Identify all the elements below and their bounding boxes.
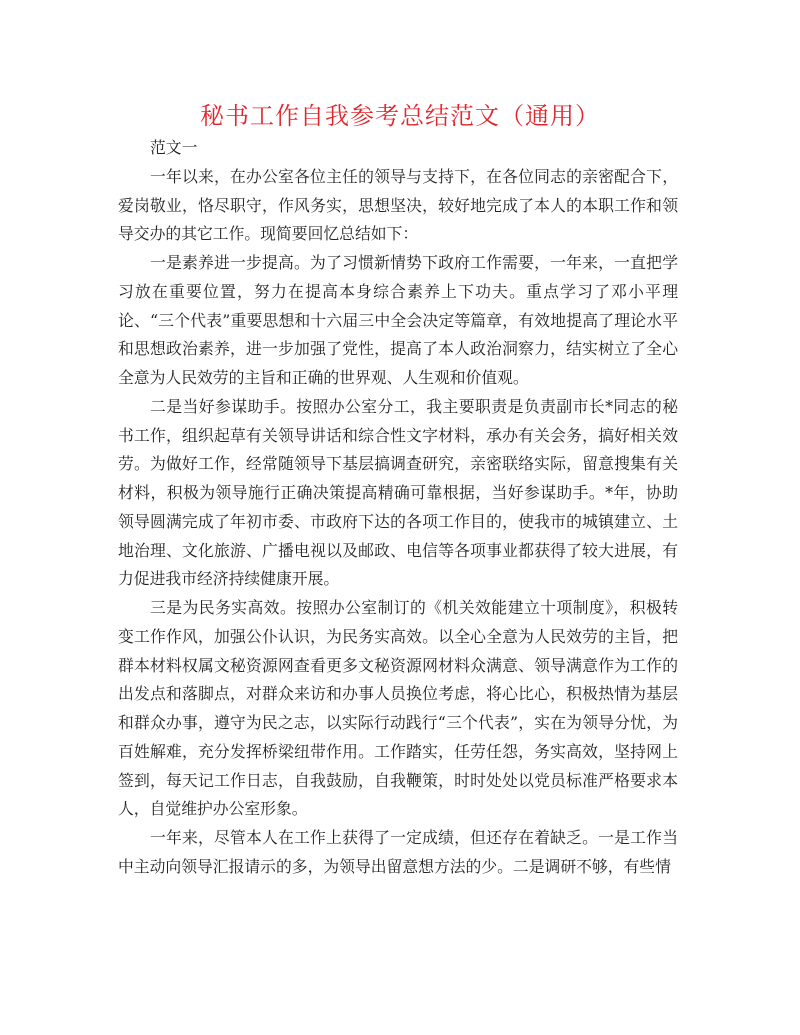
document-title: 秘书工作自我参考总结范文（通用） (200, 102, 600, 130)
document-body (118, 134, 678, 882)
paragraph-service: 三是为民务实高效。按照办公室制订的《机关效能建立十项制度》，积极转变工作作风，加强公仆认识，为民务实高效。以全心全意为人民效劳的主旨，把群本材料权属文秘资源网查看更多文秘资源网材料众满意、领导满意作为工作的出发点和落脚点，对群众来访和办事人员换位考虑，将心比心，积极热情为基层和群众办事，遵守为民之志，以实际行动践行“三个代表”，实在为领导分忧，为百姓解难，充分发挥桥梁纽带作用。工作踏实，任劳任怨，务实高效，坚持网上签到，每天记工作日志，自我鼓励，自我鞭策，时时处处以党员标准严格要求本人，自觉维护办公室形象。 (118, 598, 678, 819)
paragraph-quality: 一是素养进一步提高。为了习惯新情势下政府工作需要，一年来，一直把学习放在重要位置，努力在提高本身综合素养上下功夫。重点学习了邓小平理论、“三个代表”重要思想和十六届三中全会决定等篇章，有效地提高了理论水平和思想政治素养，进一步加强了党性，提高了本人政治洞察力，结实树立了全心全意为人民效劳的主旨和正确的世界观、人生观和价值观。 (118, 253, 678, 387)
paragraph-intro: 一年以来，在办公室各位主任的领导与支持下，在各位同志的亲密配合下，爱岗敬业，恪尽职守，作风务实，思想坚决，较好地完成了本人的本职工作和领导交办的其它工作。现简要回忆总结如下： (118, 166, 678, 244)
paragraph-advisor: 二是当好参谋助手。按照办公室分工，我主要职责是负责副市长*同志的秘书工作，组织起草有关领导讲话和综合性文字材料，承办有关会务，搞好相关效劳。为做好工作，经常随领导下基层搞调查研究，亲密联络实际，留意搜集有关材料，积极为领导施行正确决策提高精确可靠根据，当好参谋助手。*年，协助领导圆满完成了年初市委、市政府下达的各项工作目的，使我市的城镇建立、土地治理、文化旅游、广播电视以及邮政、电信等各项事业都获得了较大进展，有力促进我市经济持续健康开展。 (118, 396, 678, 589)
paragraph-shortcomings: 一年来，尽管本人在工作上获得了一定成绩，但还存在着缺乏。一是工作当中主动向领导汇报请示的多，为领导出留意想方法的少。二是调研不够，有些情 (118, 828, 678, 876)
section-label: 范文一 (150, 138, 198, 157)
